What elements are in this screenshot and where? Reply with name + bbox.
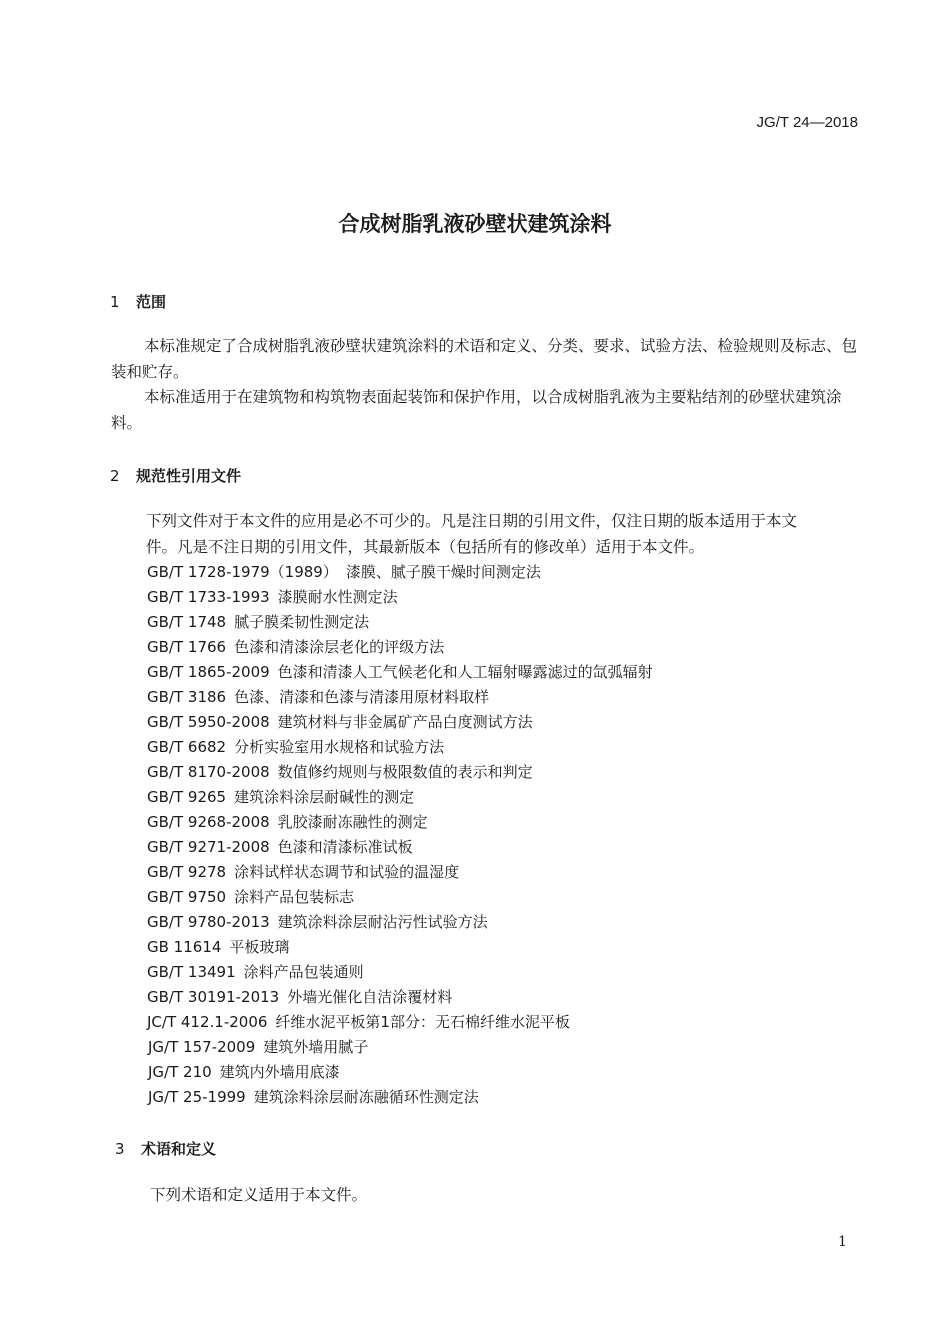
reference-item (147, 786, 414, 807)
reference-title: 平板玻璃 (229, 938, 290, 956)
section-title: 术语和定义 (141, 1140, 217, 1158)
scope-paragraph: 本标准规定了合成树脂乳液砂壁状建筑涂料的术语和定义、分类、要求、试验方法、检验规则及标志、包装和贮存。 (111, 337, 858, 381)
reference-title: 纤维水泥平板第1部分：无石棉纤维水泥平板 (275, 1013, 570, 1031)
reference-item (147, 711, 533, 732)
section-number: 1 (110, 293, 120, 311)
reference-title: 腻子膜柔韧性测定法 (234, 613, 370, 631)
reference-item (147, 661, 653, 682)
standard-code: JG/T 24—2018 (756, 114, 858, 131)
reference-title: 漆膜耐水性测定法 (277, 588, 398, 606)
reference-code: GB/T 5950-2008 (147, 713, 270, 731)
reference-code: GB/T 1733-1993 (147, 588, 270, 606)
reference-item (147, 1011, 570, 1032)
reference-item (147, 836, 413, 857)
reference-title: 建筑外墙用腻子 (263, 1038, 369, 1056)
reference-title: 涂料产品包装通则 (243, 963, 364, 981)
section-2-heading (110, 465, 241, 486)
reference-code: GB/T 1728-1979（1989） (147, 563, 338, 581)
references-intro: 下列文件对于本文件的应用是必不可少的。凡是注日期的引用文件，仅注日期的版本适用于本文件。凡是不注日期的引用文件，其最新版本（包括所有的修改单）适用于本文件。 (146, 512, 798, 556)
reference-item (147, 761, 533, 782)
reference-title: 涂料产品包装标志 (234, 888, 355, 906)
reference-item (147, 886, 354, 907)
reference-title: 乳胶漆耐冻融性的测定 (277, 813, 428, 831)
reference-title: 建筑涂料涂层耐冻融循环性测定法 (253, 1088, 479, 1106)
reference-code: GB/T 30191-2013 (147, 988, 280, 1006)
reference-item (148, 1036, 368, 1057)
reference-item (147, 561, 541, 582)
reference-code: JG/T 157-2009 (148, 1038, 256, 1056)
section-title: 范围 (136, 293, 167, 311)
reference-title: 漆膜、腻子膜干燥时间测定法 (345, 563, 541, 581)
terms-intro: 下列术语和定义适用于本文件。 (150, 1186, 368, 1204)
reference-code: GB/T 6682 (147, 738, 227, 756)
reference-code: JC/T 412.1-2006 (147, 1013, 268, 1031)
reference-item (148, 1086, 479, 1107)
reference-code: GB/T 9750 (147, 888, 227, 906)
reference-title: 色漆和清漆标准试板 (277, 838, 413, 856)
reference-title: 建筑材料与非金属矿产品白度测试方法 (277, 713, 533, 731)
reference-item (147, 861, 459, 882)
section-3-heading (115, 1138, 216, 1159)
reference-title: 涂料试样状态调节和试验的温湿度 (234, 863, 460, 881)
reference-item (147, 636, 444, 657)
section-number: 3 (115, 1140, 125, 1158)
page-number: 1 (838, 1234, 847, 1250)
reference-item (147, 611, 369, 632)
reference-code: GB 11614 (147, 938, 222, 956)
reference-item (148, 1061, 340, 1082)
reference-code: GB/T 9278 (147, 863, 227, 881)
section-number: 2 (110, 467, 120, 485)
reference-title: 建筑内外墙用底漆 (219, 1063, 340, 1081)
reference-item (147, 686, 489, 707)
reference-item (147, 811, 428, 832)
reference-item (147, 736, 444, 757)
reference-title: 色漆、清漆和色漆与清漆用原材料取样 (234, 688, 490, 706)
reference-title: 建筑涂料涂层耐沾污性试验方法 (277, 913, 488, 931)
reference-item (147, 961, 364, 982)
reference-code: GB/T 8170-2008 (147, 763, 270, 781)
reference-item (147, 586, 398, 607)
reference-code: GB/T 3186 (147, 688, 227, 706)
reference-title: 数值修约规则与极限数值的表示和判定 (277, 763, 533, 781)
reference-code: GB/T 1766 (147, 638, 227, 656)
reference-item (147, 986, 452, 1007)
reference-code: GB/T 1748 (147, 613, 227, 631)
reference-title: 分析实验室用水规格和试验方法 (234, 738, 445, 756)
reference-code: GB/T 9271-2008 (147, 838, 270, 856)
reference-code: GB/T 9265 (147, 788, 227, 806)
section-title: 规范性引用文件 (136, 467, 242, 485)
document-title: 合成树脂乳液砂壁状建筑涂料 (338, 212, 612, 236)
reference-code: JG/T 25-1999 (148, 1088, 246, 1106)
reference-title: 色漆和清漆人工气候老化和人工辐射曝露滤过的氙弧辐射 (277, 663, 653, 681)
reference-item (147, 936, 289, 957)
reference-code: JG/T 210 (148, 1063, 212, 1081)
reference-code: GB/T 13491 (147, 963, 236, 981)
reference-title: 色漆和清漆涂层老化的评级方法 (234, 638, 445, 656)
reference-title: 建筑涂料涂层耐碱性的测定 (234, 788, 415, 806)
scope-paragraph: 本标准适用于在建筑物和构筑物表面起装饰和保护作用，以合成树脂乳液为主要粘结剂的砂壁状建筑涂料。 (111, 388, 842, 432)
reference-code: GB/T 1865-2009 (147, 663, 270, 681)
reference-title: 外墙光催化自洁涂覆材料 (287, 988, 453, 1006)
reference-item (147, 911, 488, 932)
reference-code: GB/T 9268-2008 (147, 813, 270, 831)
reference-code: GB/T 9780-2013 (147, 913, 270, 931)
section-1-heading (110, 291, 166, 312)
